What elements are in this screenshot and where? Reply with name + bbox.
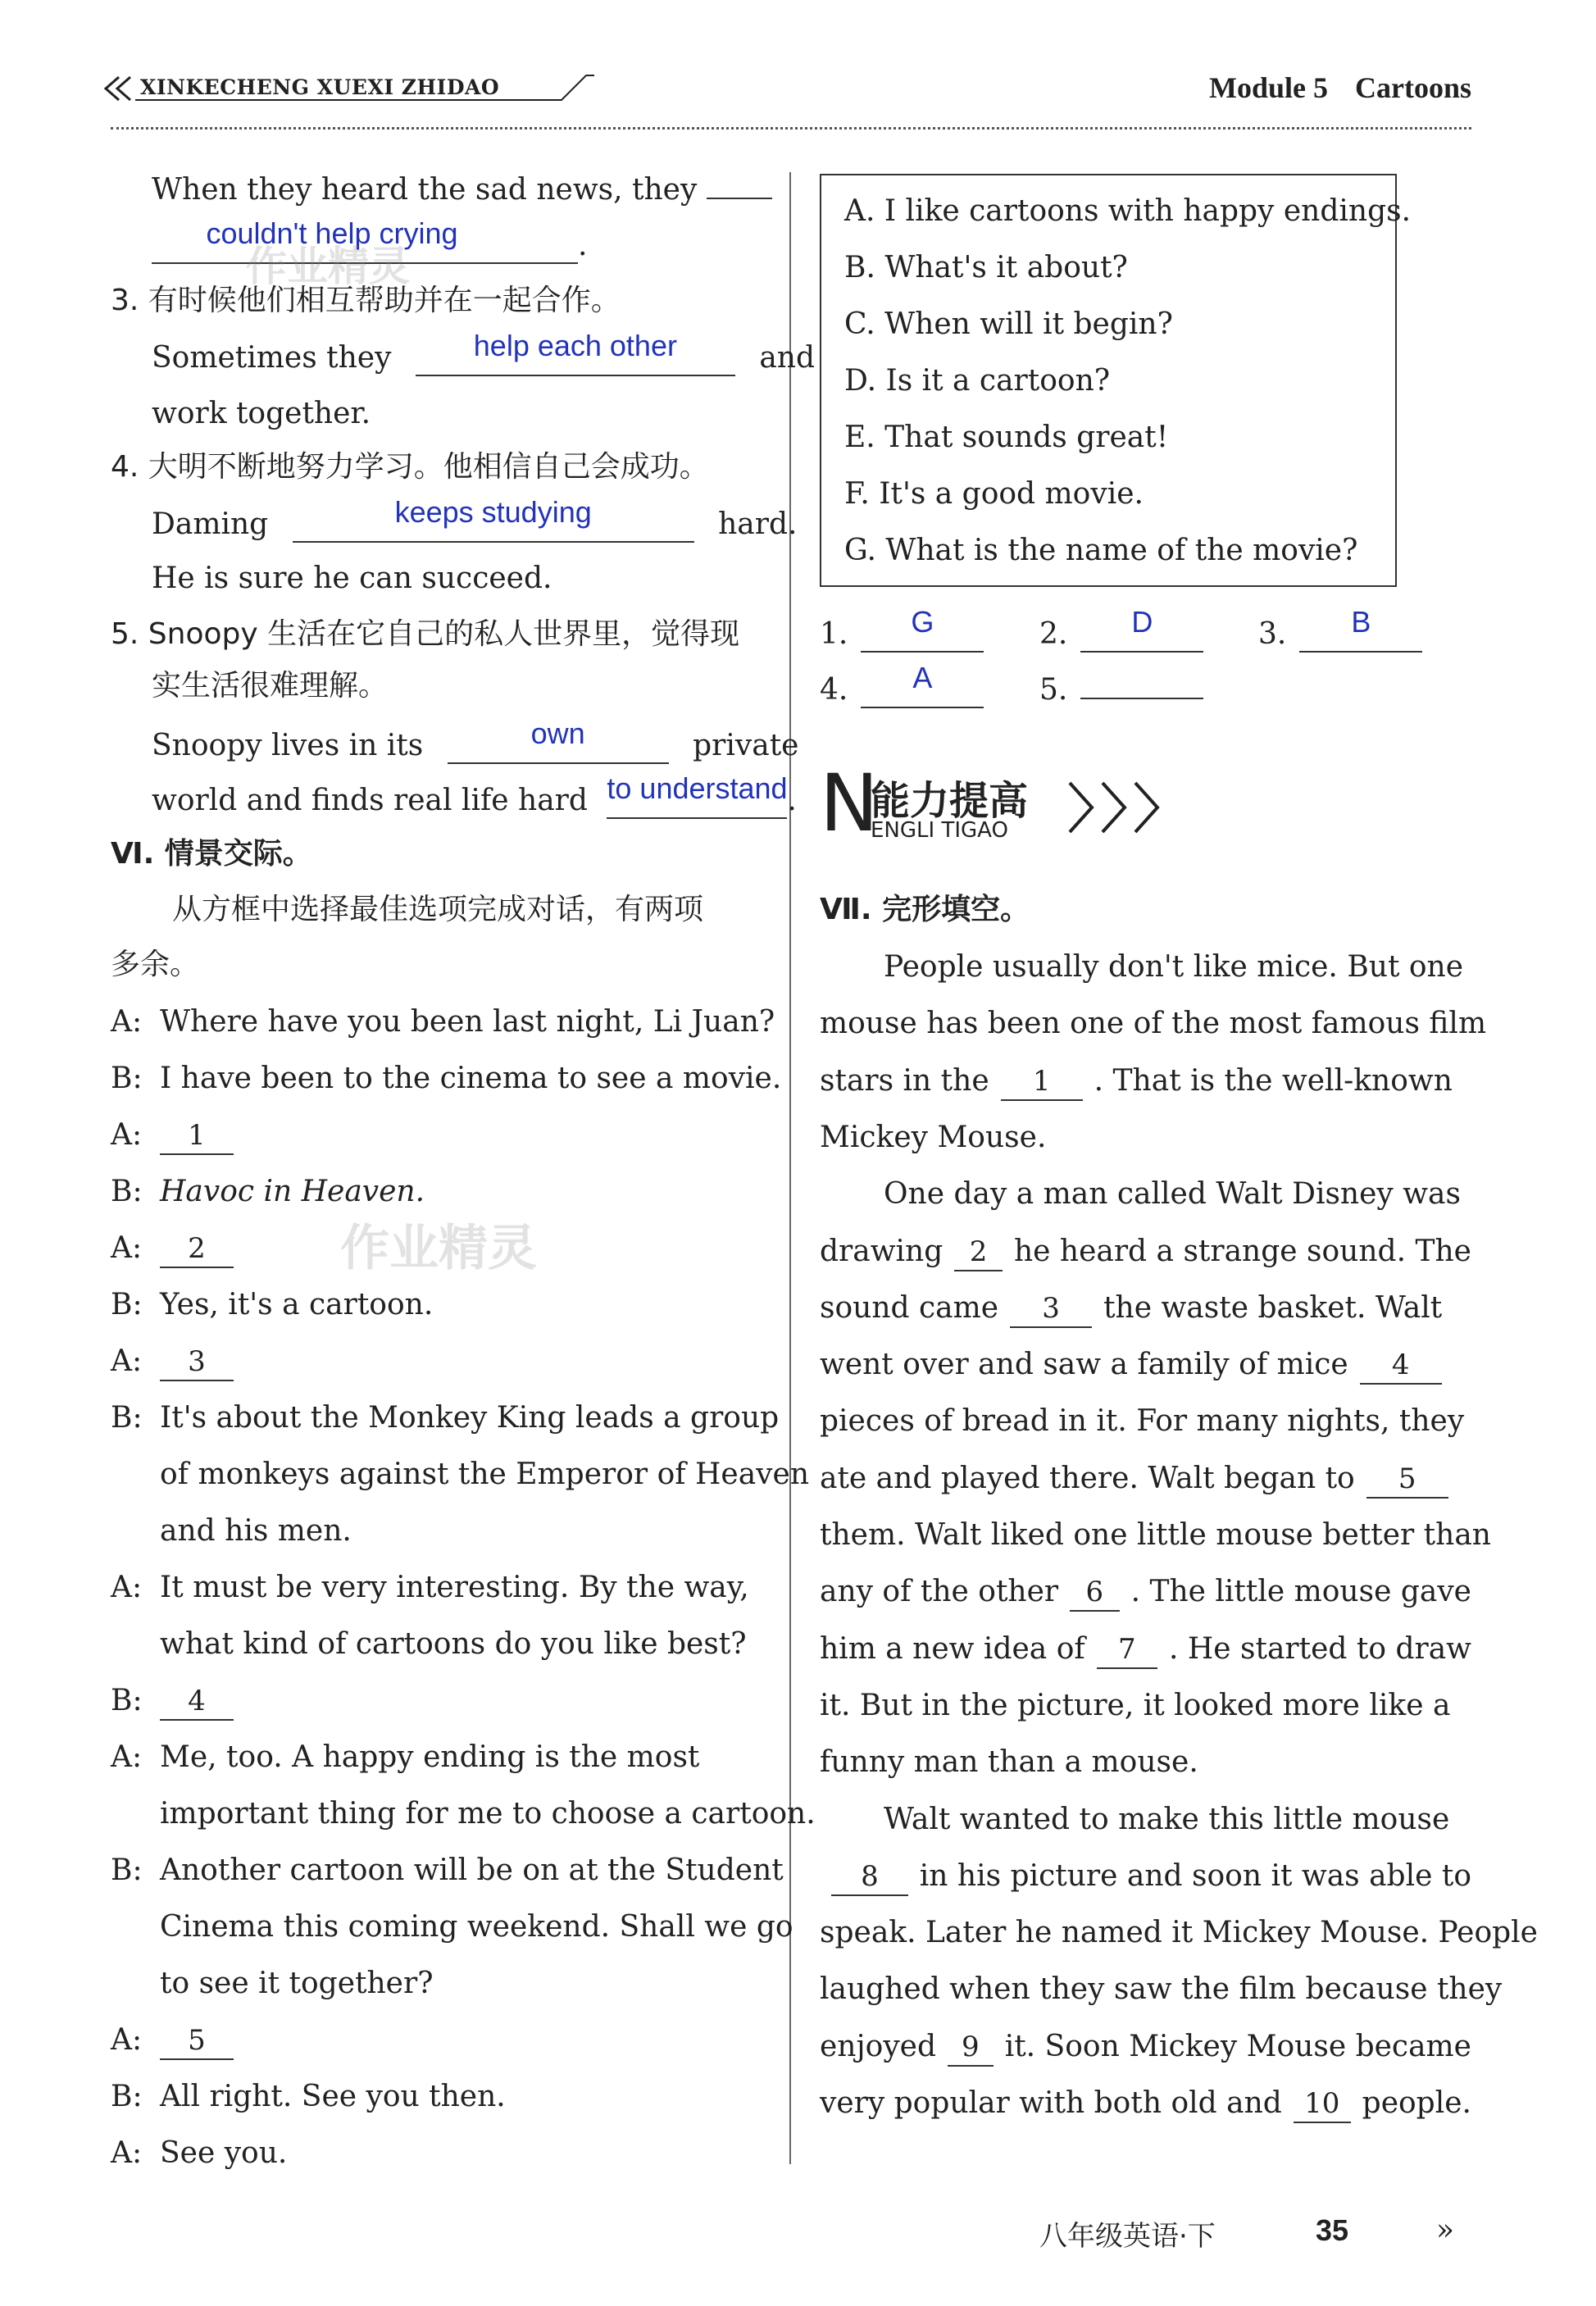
cloze-text: stars in the bbox=[820, 1064, 989, 1098]
q3-answer-blank[interactable] bbox=[416, 329, 735, 376]
dialog-text: I have been to the cinema to see a movie. bbox=[160, 1062, 782, 1095]
column-divider bbox=[789, 172, 791, 2164]
dialog-speaker: A: bbox=[111, 2023, 143, 2057]
cloze-text: speak. Later he named it Mickey Mouse. People bbox=[820, 1916, 1538, 1949]
dialog-text: All right. See you then. bbox=[160, 2080, 506, 2113]
dialog-line bbox=[111, 1457, 809, 1493]
option-item: C. When will it begin? bbox=[844, 307, 1173, 341]
dialog-text: and his men. bbox=[160, 1514, 352, 1548]
q5-answer2-blank[interactable] bbox=[607, 771, 788, 819]
cloze-line bbox=[884, 1176, 1471, 1212]
options-box bbox=[820, 174, 1412, 587]
dialog-line bbox=[111, 1287, 758, 1323]
dialog-speaker: A: bbox=[111, 1571, 143, 1604]
dialog-blank[interactable]: 4 bbox=[160, 1683, 234, 1721]
cloze-line bbox=[820, 1517, 1491, 1553]
cloze-blank[interactable]: 8 bbox=[831, 1858, 908, 1896]
dialog-speaker: B: bbox=[111, 1175, 143, 1208]
cloze-blank[interactable]: 7 bbox=[1097, 1631, 1157, 1669]
cloze-line bbox=[820, 1347, 1471, 1385]
answer-item bbox=[820, 661, 984, 708]
answer-value: G bbox=[911, 605, 934, 639]
dialog-speaker: B: bbox=[111, 1684, 143, 1717]
dialog-line bbox=[111, 1853, 784, 1889]
cloze-line bbox=[820, 2085, 1471, 2123]
answer-number: 2. bbox=[1039, 617, 1068, 651]
dialog-line bbox=[111, 1513, 758, 1549]
answer-blank[interactable] bbox=[1080, 698, 1203, 699]
q5-english2: world and finds real life hard to understand. bbox=[152, 771, 797, 817]
page-number: 35 bbox=[1316, 2213, 1349, 2247]
dialog-line bbox=[111, 1626, 758, 1662]
q3-english: Sometimes they help each other and bbox=[152, 329, 816, 375]
dialog-text: important thing for me to choose a cartoon. bbox=[160, 1797, 816, 1831]
q5-answer2: to understand bbox=[607, 771, 788, 805]
option-item: F. It's a good movie. bbox=[844, 477, 1144, 511]
q3-answer: help each other bbox=[473, 329, 677, 362]
cloze-text: he heard a strange sound. The bbox=[1013, 1235, 1471, 1268]
cloze-text: Walt wanted to make this little mouse bbox=[884, 1803, 1450, 1836]
cloze-text: One day a man called Walt Disney was bbox=[884, 1177, 1461, 1211]
cloze-line bbox=[820, 1915, 1538, 1951]
answer-item bbox=[1039, 672, 1203, 708]
option-item: B. What's it about? bbox=[844, 251, 1128, 284]
cloze-line bbox=[820, 1461, 1471, 1499]
q5-chinese2: 实生活很难理解。 bbox=[152, 669, 389, 703]
dialog-text: Yes, it's a cartoon. bbox=[160, 1288, 434, 1321]
cloze-line bbox=[820, 1631, 1471, 1669]
cloze-line bbox=[820, 1972, 1503, 2008]
header-series bbox=[111, 75, 500, 99]
cloze-blank[interactable]: 10 bbox=[1294, 2085, 1351, 2123]
answer-value: A bbox=[912, 661, 933, 694]
dialog-line bbox=[111, 1004, 775, 1040]
dialog-line bbox=[111, 1174, 758, 1210]
cloze-text: funny man than a mouse. bbox=[820, 1745, 1198, 1779]
dialog-text: what kind of cartoons do you like best? bbox=[160, 1627, 747, 1661]
option-item: A. I like cartoons with happy endings. bbox=[844, 194, 1412, 228]
answer-number: 3. bbox=[1258, 617, 1287, 651]
cloze-text: people. bbox=[1362, 2086, 1471, 2120]
dialog-speaker: A: bbox=[111, 1740, 143, 1774]
dialog-speaker: A: bbox=[111, 1344, 143, 1378]
cloze-text: laughed when they saw the film because they bbox=[820, 1972, 1503, 2006]
answer-number: 5. bbox=[1039, 673, 1068, 707]
answer-item bbox=[820, 605, 984, 653]
q4-answer: keeps studying bbox=[394, 495, 592, 529]
option-item: E. That sounds great! bbox=[844, 421, 1169, 454]
dialog-text: Where have you been last night, Li Juan? bbox=[160, 1005, 775, 1039]
cloze-line bbox=[820, 1234, 1471, 1271]
cloze-line bbox=[884, 949, 1471, 985]
dialog-line bbox=[111, 2079, 758, 2115]
cloze-text: went over and saw a family of mice bbox=[820, 1348, 1348, 1381]
dialog-text: Another cartoon will be on at the Student bbox=[160, 1853, 784, 1887]
cloze-line bbox=[884, 1802, 1471, 1838]
dialog-line bbox=[111, 1400, 780, 1436]
cloze-line bbox=[820, 1403, 1471, 1440]
answer-item bbox=[1039, 605, 1203, 653]
q5-english1: Snoopy lives in its own private bbox=[152, 716, 799, 762]
cloze-blank[interactable]: 1 bbox=[1001, 1063, 1083, 1101]
section6-instruction2: 多余。 bbox=[111, 948, 200, 981]
answer-value: D bbox=[1131, 605, 1153, 639]
header-module bbox=[1209, 70, 1471, 105]
nengli-subtitle: ENGLI TIGAO bbox=[871, 818, 1008, 843]
dialog-speaker: B: bbox=[111, 1853, 143, 1887]
header-divider bbox=[111, 127, 1471, 130]
dialog-speaker: B: bbox=[111, 1062, 143, 1095]
cloze-blank[interactable]: 9 bbox=[948, 2029, 994, 2067]
cloze-text: sound came bbox=[820, 1291, 999, 1325]
dialog-line bbox=[111, 1117, 758, 1155]
answer-item bbox=[1258, 605, 1422, 653]
nengli-title: 能力提高 bbox=[871, 778, 1029, 824]
dialog-speaker: B: bbox=[111, 2080, 143, 2113]
nengli-banner bbox=[820, 757, 1197, 853]
dialog-line bbox=[111, 2022, 758, 2060]
dialog-speaker: A: bbox=[111, 1005, 143, 1039]
cloze-text: mouse has been one of the most famous film bbox=[820, 1007, 1487, 1040]
cloze-line bbox=[820, 1063, 1471, 1101]
watermark-small: 作业精灵 bbox=[246, 243, 410, 290]
q2-line2: couldn't help crying . bbox=[152, 228, 587, 264]
q3-line3: work together. bbox=[152, 397, 371, 430]
answer-value: B bbox=[1351, 605, 1371, 639]
cloze-line bbox=[820, 1006, 1487, 1042]
q4-line3: He is sure he can succeed. bbox=[152, 562, 552, 595]
cloze-text: very popular with both old and bbox=[820, 2086, 1282, 2120]
dialog-text: It's about the Monkey King leads a group bbox=[160, 1401, 780, 1435]
nengli-n: N bbox=[820, 757, 879, 849]
dialog-speaker: B: bbox=[111, 1288, 143, 1321]
nengli-arrows-icon bbox=[1066, 779, 1180, 836]
answer-blank[interactable] bbox=[1080, 605, 1203, 653]
cloze-text: . The little mouse gave bbox=[1130, 1575, 1471, 1608]
cloze-line bbox=[820, 1858, 1471, 1896]
option-item: G. What is the name of the movie? bbox=[844, 534, 1358, 567]
answer-blank[interactable] bbox=[861, 661, 984, 708]
cloze-text: People usually don't like mice. But one bbox=[884, 950, 1464, 984]
cloze-line bbox=[820, 2029, 1471, 2067]
dialog-speaker: A: bbox=[111, 2136, 143, 2170]
cloze-blank[interactable]: 4 bbox=[1360, 1347, 1442, 1385]
cloze-blank[interactable]: 3 bbox=[1010, 1290, 1092, 1328]
section6-title: Ⅵ. 情景交际。 bbox=[111, 837, 312, 871]
dialog-line bbox=[111, 1966, 758, 2002]
dialog-text: of monkeys against the Emperor of Heaven bbox=[160, 1458, 809, 1491]
cloze-line bbox=[820, 1574, 1471, 1612]
dialog-speaker: B: bbox=[111, 1401, 143, 1435]
dialog-speaker: A: bbox=[111, 1118, 143, 1152]
dialog-speaker: A: bbox=[111, 1231, 143, 1265]
cloze-line bbox=[820, 1688, 1471, 1724]
dialog-text: to see it together? bbox=[160, 1967, 434, 2000]
cloze-text: Mickey Mouse. bbox=[820, 1121, 1047, 1154]
dialog-text: Me, too. A happy ending is the most bbox=[160, 1740, 700, 1774]
cloze-text: it. But in the picture, it looked more like a bbox=[820, 1689, 1451, 1722]
footer-book: 八年级英语·下 bbox=[1039, 2220, 1216, 2253]
dialog-blank[interactable]: 3 bbox=[160, 1344, 234, 1381]
cloze-blank[interactable]: 5 bbox=[1366, 1461, 1448, 1499]
cloze-line bbox=[820, 1744, 1471, 1781]
cloze-text: enjoyed bbox=[820, 2030, 937, 2063]
dialog-line bbox=[111, 2135, 758, 2172]
dialog-line bbox=[111, 1061, 782, 1097]
cloze-line bbox=[820, 1120, 1471, 1156]
footer-arrow-icon: » bbox=[1436, 2213, 1455, 2247]
module-label: Module 5 bbox=[1208, 71, 1328, 104]
dialog-text: See you. bbox=[160, 2136, 288, 2170]
cloze-text: ate and played there. Walt began to bbox=[820, 1462, 1355, 1495]
dialog-blank[interactable]: 2 bbox=[160, 1230, 234, 1268]
cloze-text: drawing bbox=[820, 1235, 944, 1268]
dialog-text: Havoc in Heaven. bbox=[160, 1175, 425, 1208]
dialog-text: It must be very interesting. By the way, bbox=[160, 1571, 749, 1604]
cloze-text: in his picture and soon it was able to bbox=[919, 1859, 1471, 1893]
watermark: 作业精灵 bbox=[340, 1220, 537, 1277]
q2-answer: couldn't help crying bbox=[206, 216, 458, 250]
answer-blank[interactable] bbox=[861, 605, 984, 653]
q4-english: Daming keeps studying hard. bbox=[152, 495, 798, 541]
dialog-line bbox=[111, 1909, 793, 1945]
cloze-text: the waste basket. Walt bbox=[1103, 1291, 1443, 1325]
dialog-line bbox=[111, 1344, 758, 1381]
dialog-blank[interactable]: 5 bbox=[160, 2022, 234, 2060]
cloze-text: him a new idea of bbox=[820, 1632, 1085, 1666]
module-title: Cartoons bbox=[1355, 71, 1471, 104]
q2-line1: When they heard the sad news, they bbox=[152, 172, 772, 208]
dialog-line bbox=[111, 1683, 758, 1721]
dialog-blank[interactable]: 1 bbox=[160, 1117, 234, 1155]
cloze-blank[interactable]: 6 bbox=[1070, 1574, 1119, 1612]
q5-answer1: own bbox=[530, 716, 585, 750]
section6-instruction1: 从方框中选择最佳选项完成对话，有两项 bbox=[172, 893, 704, 926]
q5-answer1-blank[interactable] bbox=[448, 716, 669, 764]
answer-blank[interactable] bbox=[1299, 605, 1422, 653]
dialog-line bbox=[111, 1570, 758, 1606]
dialog-line bbox=[111, 1796, 816, 1832]
dialog-text: Cinema this coming weekend. Shall we go bbox=[160, 1910, 793, 1944]
q3-chinese: 3. 有时候他们相互帮助并在一起合作。 bbox=[111, 284, 621, 317]
cloze-text: . That is the well-known bbox=[1094, 1064, 1453, 1098]
cloze-text: any of the other bbox=[820, 1575, 1059, 1608]
q5-chinese1: 5. Snoopy 生活在它自己的私人世界里，觉得现 bbox=[111, 617, 740, 651]
dialog-line bbox=[111, 1740, 758, 1776]
answer-number: 4. bbox=[820, 673, 848, 707]
cloze-text: them. Walt liked one little mouse better than bbox=[820, 1518, 1491, 1552]
option-item: D. Is it a cartoon? bbox=[844, 364, 1111, 398]
cloze-text: pieces of bread in it. For many nights, they bbox=[820, 1404, 1465, 1438]
section7-title: Ⅶ. 完形填空。 bbox=[820, 893, 1030, 926]
cloze-line bbox=[820, 1290, 1471, 1328]
answer-number: 1. bbox=[820, 617, 848, 651]
header-series-text: XINKECHENG XUEXI ZHIDAO bbox=[140, 75, 500, 99]
cloze-blank[interactable]: 2 bbox=[954, 1234, 1003, 1271]
q4-chinese: 4. 大明不断地努力学习。他相信自己会成功。 bbox=[111, 450, 709, 484]
cloze-text: it. Soon Mickey Mouse became bbox=[1004, 2030, 1471, 2063]
cloze-text: . He started to draw bbox=[1168, 1632, 1471, 1666]
